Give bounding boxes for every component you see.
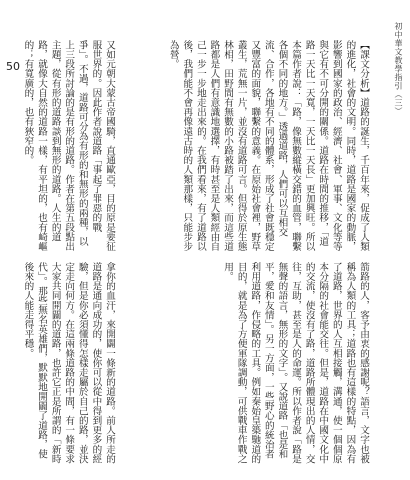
left-lower-text-block: 拿你的血汗，來開闢一條新的道路。前人所走的道路是通向成功的，使你可以從中得到更多的經驗，但是你必須懂得怎樣走屬於自己的路，並決定走向何方。在這兩條道路的中間，有一條要求大家共同開闢的道路，也許它正是所謂的「新時代」。那些無名英雄們，默默地開闢了道路，使後來的人能走得平穩。: [22, 262, 115, 464]
page-number: 50: [6, 60, 20, 73]
upper-text-block: 【課文分析】道路的誕生，千百年來，促成了人類的進化，社會的文明。同時，道路是國家的動脈，影響到國家的政治、經濟、社會、軍事、文化等等與它有不可分開的關係。道路在時間的推移，「道路一天比一天寬，一天比一天長」更加興旺。所以本篇作者說：「路，像無數縱橫交錯的血管，聯繫各個不同的地方。」透過道路，人們可以互相交流、合作，各地有不同的體系，形成了社會既穩定又豐富的面貌，聯繫的意義。在原始社會裡，野草叢生，荒無一片，並沒有道路可言。但得於原生態林相，田野間有無數的小路被踏了出來，而這些道路都是人們有意識地選擇，有時甚至是人類經由自己一步一步地走出來的。在我們看來，有了道路以後，我們能不會再像遠古時的人類那樣，只能步步為營。: [167, 40, 369, 252]
lower-text-block: 箭路的人，客予由衷的感謝呢？語言，文字也被稱為人類的工具；道路也有這樣的特點，因為有了道路，世界的人互相接觸，溝通，使一個個原本分隔的社會能交往。但是，道路在中國文化中的交流，使沒有了路，道路所體現出的人情，交往，互助，甚至是人的命運。所以作者說「路是無聲的語言，無形的文字」。又說道路「也是和平，愛和友情」。另一方面，一些野心的統治者利用道路，作侵略的工具。例如秦始皇築馳道的目的，就是為了方便軍隊調動，可供戰車作戰之用。: [222, 262, 369, 464]
left-upper-text-block: 又如元朝大蒙古帝國騎，直通歐亞，目的原是要征服世界的。因此作者說道路「事起了罪惡的戰爭」。不過，道路可分為有形的和無形的兩種，以上三段所討論的是有形的道路。作者在第五段點出主題，從有形的道路談到無形的道路。人生的道路，就像大自然的道路一樣，有平坦的，也有崎嶇的；有寬廣的，也有狹窄的。: [22, 40, 115, 252]
running-header: 初中華文教學指引（三）: [394, 22, 403, 116]
